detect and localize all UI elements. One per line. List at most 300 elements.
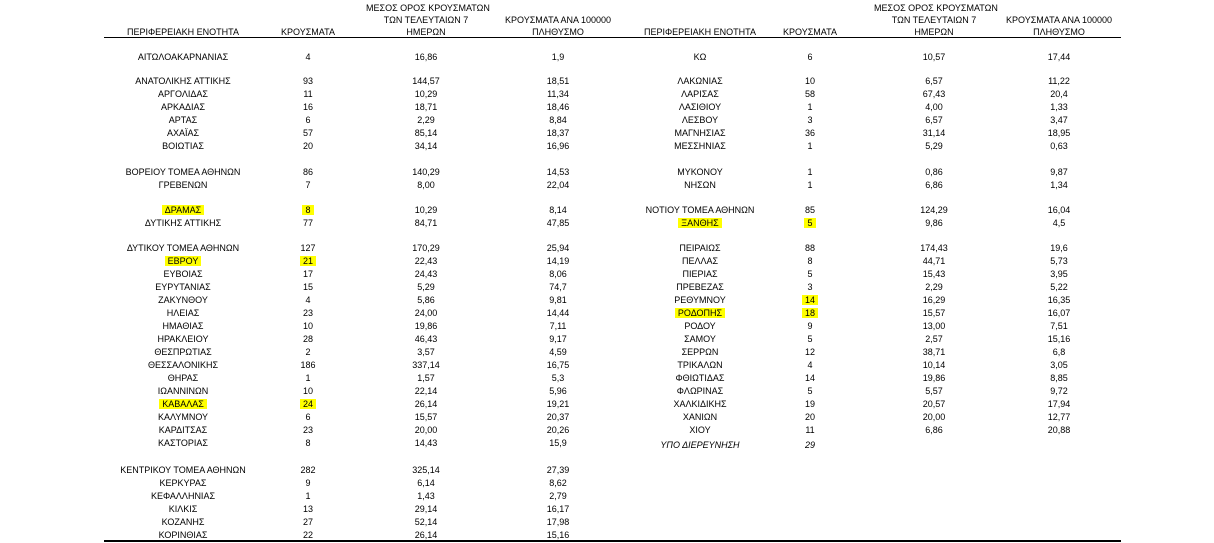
cases-value: 4 [305, 295, 311, 305]
cases-value: 8 [302, 205, 313, 215]
name-value: ΛΑΡΙΣΑΣ [681, 89, 719, 99]
table-row [0, 281, 1214, 293]
cell-avg [874, 114, 994, 126]
cell-avg [874, 398, 994, 410]
cases-value: 15 [302, 282, 313, 292]
cell-cases [770, 127, 850, 139]
avg-value: 2,29 [417, 115, 435, 125]
per100k-value: 8,84 [549, 115, 567, 125]
cases-value: 2 [305, 347, 311, 357]
avg-value: 10,14 [922, 360, 946, 370]
cases-value: 10 [804, 76, 815, 86]
table-row [0, 490, 1214, 502]
avg-value: 1,57 [417, 373, 435, 383]
cases-value: 10 [302, 386, 313, 396]
avg-value: 6,57 [925, 115, 943, 125]
cases-value: 85 [804, 205, 815, 215]
table-row [0, 242, 1214, 254]
name-value: ΚΑΛΥΜΝΟΥ [157, 412, 209, 422]
cases-value: 3 [807, 115, 813, 125]
avg-value: 85,14 [414, 128, 438, 138]
cell-cases [770, 411, 850, 423]
avg-value: 16,29 [922, 295, 946, 305]
cases-value: 4 [305, 52, 311, 62]
cases-value: 28 [302, 334, 313, 344]
cell-name [615, 385, 785, 397]
name-value: ΚΙΛΚΙΣ [168, 504, 198, 514]
cell-avg [874, 307, 994, 319]
cell-name [615, 127, 785, 139]
avg-value: 13,00 [922, 321, 946, 331]
cell-per100k [994, 140, 1124, 152]
cell-name [104, 490, 262, 502]
avg-value: 15,57 [922, 308, 946, 318]
per100k-value: 20,4 [1050, 89, 1068, 99]
cell-cases [770, 346, 850, 358]
name-value: ΙΩΑΝΝΙΝΩΝ [157, 386, 209, 396]
avg-value: 4,00 [925, 102, 943, 112]
per100k-value: 19,21 [546, 399, 570, 409]
per100k-value: 3,47 [1050, 115, 1068, 125]
per100k-value: 1,33 [1050, 102, 1068, 112]
cell-avg [874, 385, 994, 397]
avg-value: 46,43 [414, 334, 438, 344]
name-value: ΑΡΤΑΣ [168, 115, 198, 125]
table-row [0, 333, 1214, 345]
cases-value: 11 [303, 89, 313, 99]
per100k-value: 9,17 [549, 334, 567, 344]
per100k-value: 20,88 [1047, 425, 1071, 435]
cell-name [615, 439, 785, 451]
avg-value: 20,57 [922, 399, 946, 409]
per100k-value: 0,63 [1050, 141, 1068, 151]
avg-value: 26,14 [414, 530, 438, 540]
cases-value: 1 [807, 102, 813, 112]
name-value: ΧΑΝΙΩΝ [682, 412, 718, 422]
cell-cases [268, 503, 348, 515]
cell-name [615, 307, 785, 319]
cell-cases [770, 294, 850, 306]
cell-avg [874, 333, 994, 345]
name-value: ΠΕΛΛΑΣ [681, 256, 719, 266]
per100k-value: 11,22 [1048, 76, 1070, 86]
cases-value: 14 [804, 373, 815, 383]
per100k-value: 7,51 [1050, 321, 1068, 331]
cell-avg [874, 320, 994, 332]
cell-avg [874, 75, 994, 87]
cell-cases [770, 281, 850, 293]
cell-cases [268, 516, 348, 528]
avg-value: 140,29 [412, 167, 440, 177]
cell-per100k [994, 179, 1124, 191]
cases-value: 23 [302, 308, 313, 318]
per100k-value: 18,37 [546, 128, 570, 138]
cases-value: 20 [302, 141, 313, 151]
avg-value: 6,57 [925, 76, 943, 86]
cases-value: 36 [804, 128, 815, 138]
cell-cases [268, 464, 348, 476]
name-value: ΑΙΤΩΛΟΑΚΑΡΝΑΝΙΑΣ [137, 52, 229, 62]
per100k-value: 17,44 [1047, 52, 1071, 62]
avg-value: 6,86 [925, 425, 943, 435]
cell-name [615, 424, 785, 436]
right-header-cases: ΚΡΟΥΣΜΑΤΑ [783, 27, 837, 37]
cases-value: 10 [302, 321, 313, 331]
cell-name [615, 268, 785, 280]
cell-name [615, 217, 785, 229]
left-header-cases: ΚΡΟΥΣΜΑΤΑ [281, 27, 335, 37]
cases-value: 9 [807, 321, 813, 331]
table-row [0, 477, 1214, 489]
name-value: ΕΒΡΟΥ [165, 256, 202, 266]
cell-per100k [493, 490, 623, 502]
cell-avg [874, 140, 994, 152]
cell-per100k [994, 166, 1124, 178]
cases-value: 1 [807, 141, 813, 151]
name-value: ΞΑΝΘΗΣ [678, 218, 721, 228]
per100k-value: 16,07 [1047, 308, 1071, 318]
avg-value: 14,43 [414, 438, 438, 448]
cell-cases [770, 255, 850, 267]
cell-per100k [994, 372, 1124, 384]
cases-value: 6 [305, 412, 311, 422]
name-value: ΧΙΟΥ [689, 425, 711, 435]
cell-per100k [994, 359, 1124, 371]
per100k-value: 1,9 [551, 52, 565, 62]
left-header-per100k-2: ΠΛΗΘΥΣΜΟ [532, 27, 584, 37]
cell-avg [874, 88, 994, 100]
cases-value: 3 [807, 282, 813, 292]
cases-value: 9 [305, 478, 311, 488]
name-value: ΚΕΡΚΥΡΑΣ [159, 478, 207, 488]
cell-cases [770, 242, 850, 254]
avg-value: 34,14 [414, 141, 438, 151]
per100k-value: 11,34 [547, 89, 569, 99]
cell-per100k [994, 398, 1124, 410]
name-value: ΚΟΖΑΝΗΣ [161, 517, 205, 527]
cases-value: 77 [302, 218, 313, 228]
cases-value: 86 [302, 167, 313, 177]
avg-value: 18,71 [414, 102, 438, 112]
cell-avg [874, 294, 994, 306]
name-value: ΣΑΜΟΥ [684, 334, 716, 344]
avg-value: 15,57 [414, 412, 438, 422]
avg-value: 0,86 [925, 167, 943, 177]
name-value: ΕΥΒΟΙΑΣ [163, 269, 203, 279]
name-value: ΛΕΣΒΟΥ [681, 115, 719, 125]
cell-avg [874, 51, 994, 63]
avg-value: 22,14 [414, 386, 438, 396]
cases-value: 58 [804, 89, 815, 99]
per100k-value: 15,16 [546, 530, 570, 540]
avg-value: 44,71 [922, 256, 946, 266]
per100k-value: 5,22 [1050, 282, 1068, 292]
right-header-avg-2: ΤΩΝ ΤΕΛΕΥΤΑΙΩΝ 7 [891, 15, 977, 25]
name-value: ΚΟΡΙΝΘΙΑΣ [158, 530, 208, 540]
per100k-value: 3,95 [1050, 269, 1068, 279]
cell-per100k [994, 217, 1124, 229]
avg-value: 26,14 [414, 399, 438, 409]
cell-per100k [994, 411, 1124, 423]
left-header-region: ΠΕΡΙΦΕΡΕΙΑΚΗ ΕΝΟΤΗΤΑ [126, 27, 240, 37]
table-row [0, 307, 1214, 319]
cell-per100k [994, 51, 1124, 63]
table-row [0, 255, 1214, 267]
avg-value: 2,29 [925, 282, 943, 292]
per100k-value: 15,16 [1047, 334, 1071, 344]
cell-name [104, 464, 262, 476]
cell-avg [874, 359, 994, 371]
per100k-value: 14,19 [546, 256, 570, 266]
cell-per100k [994, 101, 1124, 113]
cell-name [615, 166, 785, 178]
name-value: ΜΕΣΣΗΝΙΑΣ [674, 141, 726, 151]
per100k-value: 7,11 [549, 321, 567, 331]
cases-value: 20 [804, 412, 815, 422]
cell-name [615, 359, 785, 371]
cell-cases [770, 51, 850, 63]
table-row [0, 127, 1214, 139]
cell-avg [874, 242, 994, 254]
cell-cases [268, 490, 348, 502]
per100k-value: 16,96 [546, 141, 570, 151]
avg-value: 5,29 [925, 141, 943, 151]
avg-value: 38,71 [922, 347, 946, 357]
name-value: ΥΠΟ ΔΙΕΡΕΥΝΗΣΗ [660, 440, 740, 450]
table-row [0, 217, 1214, 229]
table-row [0, 101, 1214, 113]
per100k-value: 6,8 [1052, 347, 1066, 357]
cell-name [615, 333, 785, 345]
cases-value: 1 [807, 167, 813, 177]
cases-value: 11 [805, 425, 815, 435]
cell-cases [770, 307, 850, 319]
avg-value: 2,57 [925, 334, 943, 344]
per100k-value: 16,35 [1047, 295, 1071, 305]
cases-value: 18 [802, 308, 818, 318]
avg-value: 170,29 [412, 243, 440, 253]
table-row [0, 88, 1214, 100]
table-row [0, 372, 1214, 384]
cases-value: 27 [302, 517, 313, 527]
name-value: ΜΑΓΝΗΣΙΑΣ [674, 128, 726, 138]
per100k-value: 25,94 [546, 243, 570, 253]
avg-value: 6,86 [925, 180, 943, 190]
table-row [0, 75, 1214, 87]
name-value: ΚΑΒΑΛΑΣ [159, 399, 207, 409]
per100k-value: 17,94 [1047, 399, 1071, 409]
table-row [0, 503, 1214, 515]
avg-value: 6,14 [417, 478, 435, 488]
cell-per100k [994, 75, 1124, 87]
avg-value: 10,57 [922, 52, 946, 62]
per100k-value: 22,04 [546, 180, 570, 190]
left-header-avg-1: ΜΕΣΟΣ ΟΡΟΣ ΚΡΟΥΣΜΑΤΩΝ [366, 3, 490, 13]
name-value: ΜΥΚΟΝΟΥ [677, 167, 723, 177]
cell-cases [770, 166, 850, 178]
name-value: ΚΑΡΔΙΤΣΑΣ [158, 425, 208, 435]
cell-avg [366, 516, 486, 528]
per100k-value: 9,81 [549, 295, 567, 305]
cases-value: 5 [804, 218, 815, 228]
per100k-value: 1,34 [1050, 180, 1068, 190]
per100k-value: 8,14 [549, 205, 567, 215]
cases-value: 12 [804, 347, 815, 357]
avg-value: 1,43 [417, 491, 435, 501]
name-value: ΧΑΛΚΙΔΙΚΗΣ [673, 399, 727, 409]
cases-value: 4 [807, 360, 813, 370]
name-value: ΛΑΚΩΝΙΑΣ [677, 76, 723, 86]
cases-value: 127 [300, 243, 316, 253]
per100k-value: 27,39 [546, 465, 570, 475]
cell-name [615, 88, 785, 100]
cell-cases [770, 333, 850, 345]
name-value: ΚΕΦΑΛΛΗΝΙΑΣ [150, 491, 216, 501]
cell-per100k [994, 281, 1124, 293]
cases-value: 5 [807, 269, 813, 279]
cell-cases [770, 101, 850, 113]
cell-avg [874, 255, 994, 267]
cell-per100k [994, 294, 1124, 306]
header-rule [104, 37, 1121, 38]
cell-avg [874, 204, 994, 216]
cell-cases [770, 359, 850, 371]
table-row [0, 166, 1214, 178]
cell-name [104, 477, 262, 489]
cell-per100k [994, 346, 1124, 358]
avg-value: 24,00 [414, 308, 438, 318]
cases-value: 1 [807, 180, 813, 190]
name-value: ΔΡΑΜΑΣ [162, 205, 204, 215]
table-row [0, 294, 1214, 306]
cell-avg [366, 477, 486, 489]
cell-name [615, 320, 785, 332]
left-header-per100k-1: ΚΡΟΥΣΜΑΤΑ ΑΝΑ 100000 [505, 15, 611, 25]
per100k-value: 18,46 [546, 102, 570, 112]
avg-value: 52,14 [414, 517, 438, 527]
cell-avg [366, 490, 486, 502]
avg-value: 84,71 [414, 218, 438, 228]
cell-cases [770, 140, 850, 152]
per100k-value: 3,05 [1050, 360, 1068, 370]
per100k-value: 2,79 [549, 491, 567, 501]
table-row [0, 114, 1214, 126]
avg-value: 5,57 [925, 386, 943, 396]
avg-value: 325,14 [412, 465, 440, 475]
cell-avg [874, 179, 994, 191]
cell-per100k [493, 477, 623, 489]
cell-per100k [994, 127, 1124, 139]
avg-value: 20,00 [414, 425, 438, 435]
cell-name [615, 294, 785, 306]
cases-value: 93 [302, 76, 313, 86]
cell-per100k [493, 516, 623, 528]
cell-name [104, 516, 262, 528]
cell-name [615, 398, 785, 410]
cases-value: 1 [305, 373, 311, 383]
cell-name [615, 75, 785, 87]
cell-per100k [994, 88, 1124, 100]
name-value: ΚΑΣΤΟΡΙΑΣ [158, 438, 208, 448]
cases-value: 282 [300, 465, 316, 475]
cell-name [615, 204, 785, 216]
cell-per100k [493, 503, 623, 515]
cell-name [615, 281, 785, 293]
cell-per100k [994, 255, 1124, 267]
cell-avg [874, 166, 994, 178]
name-value: ΘΕΣΣΑΛΟΝΙΚΗΣ [147, 360, 219, 370]
avg-value: 174,43 [920, 243, 948, 253]
name-value: ΝΗΣΩΝ [684, 180, 716, 190]
name-value: ΗΜΑΘΙΑΣ [162, 321, 204, 331]
cell-avg [874, 268, 994, 280]
cell-name [104, 503, 262, 515]
cell-name [615, 411, 785, 423]
name-value: ΘΕΣΠΡΩΤΙΑΣ [154, 347, 212, 357]
cell-name [615, 114, 785, 126]
per100k-value: 16,75 [546, 360, 570, 370]
cell-cases [770, 75, 850, 87]
cell-cases [770, 268, 850, 280]
table-row [0, 268, 1214, 280]
per100k-value: 8,06 [549, 269, 567, 279]
cell-per100k [994, 242, 1124, 254]
avg-value: 10,29 [414, 89, 438, 99]
name-value: ΑΡΓΟΛΙΔΑΣ [158, 89, 208, 99]
right-header-per100k-2: ΠΛΗΘΥΣΜΟ [1033, 27, 1085, 37]
cell-cases [770, 372, 850, 384]
avg-value: 5,29 [417, 282, 435, 292]
per100k-value: 19,6 [1050, 243, 1068, 253]
cell-avg [366, 503, 486, 515]
avg-value: 5,86 [417, 295, 435, 305]
per100k-value: 20,26 [546, 425, 570, 435]
per100k-value: 16,17 [546, 504, 570, 514]
name-value: ΗΡΑΚΛΕΙΟΥ [157, 334, 209, 344]
per100k-value: 20,37 [546, 412, 570, 422]
table-row [0, 464, 1214, 476]
cases-value: 16 [302, 102, 313, 112]
cell-avg [874, 127, 994, 139]
cases-value: 5 [807, 386, 813, 396]
cell-cases [770, 88, 850, 100]
avg-value: 20,00 [922, 412, 946, 422]
per100k-value: 9,87 [1050, 167, 1068, 177]
name-value: ΑΡΚΑΔΙΑΣ [160, 102, 206, 112]
name-value: ΠΡΕΒΕΖΑΣ [676, 282, 724, 292]
per100k-value: 4,5 [1052, 218, 1066, 228]
avg-value: 15,43 [922, 269, 946, 279]
avg-value: 29,14 [414, 504, 438, 514]
name-value: ΒΟΙΩΤΙΑΣ [162, 141, 204, 151]
cell-name [615, 242, 785, 254]
cell-per100k [493, 464, 623, 476]
cell-name [615, 346, 785, 358]
cell-cases [770, 439, 850, 451]
cell-avg [874, 281, 994, 293]
per100k-value: 18,95 [1047, 128, 1071, 138]
cell-cases [770, 385, 850, 397]
per100k-value: 4,59 [549, 347, 567, 357]
name-value: ΝΟΤΙΟΥ ΤΟΜΕΑ ΑΘΗΝΩΝ [645, 205, 755, 215]
cell-name [615, 179, 785, 191]
right-header-per100k-1: ΚΡΟΥΣΜΑΤΑ ΑΝΑ 100000 [1006, 15, 1112, 25]
avg-value: 124,29 [920, 205, 948, 215]
cell-per100k [994, 385, 1124, 397]
cases-value: 17 [302, 269, 313, 279]
cell-cases [770, 179, 850, 191]
per100k-value: 16,04 [1047, 205, 1071, 215]
